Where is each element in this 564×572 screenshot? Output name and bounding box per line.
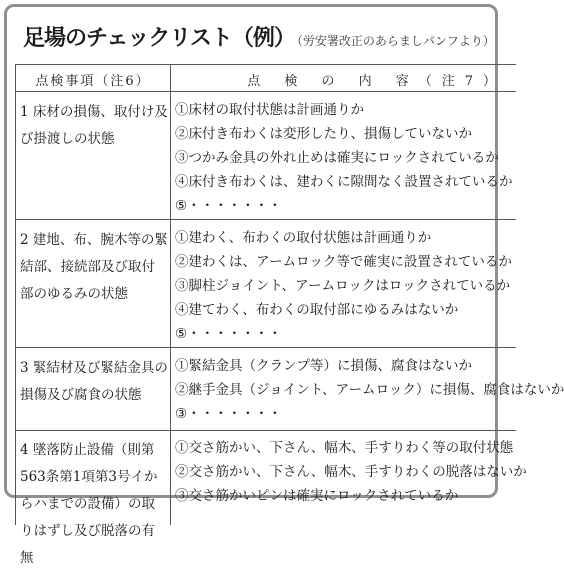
header-inspection-content: 点 検 の 内 容（注7） — [247, 74, 506, 89]
header-divider — [16, 91, 516, 92]
check-item-1-2: ②床付き布わくは変形したり、損傷していないか — [175, 126, 472, 142]
page-title: 足場のチェックリスト（例） — [23, 26, 295, 51]
check-item-3-2: ②継手金具（ジョイント、アームロック）に損傷、腐食はないか — [175, 382, 564, 398]
row-divider-3 — [16, 430, 516, 431]
check-item-2-3: ③脚柱ジョイント、アームロックはロックされているか — [175, 278, 511, 294]
check-item-1-1: ①床材の取付状態は計画通りか — [175, 102, 364, 118]
check-item-2-4: ④建てわく、布わくの取付部にゆるみはないか — [175, 302, 459, 318]
title-row — [23, 21, 495, 52]
section-title-3: 3 緊結材及び緊結金具の損傷及び腐食の状態 — [20, 360, 168, 403]
check-item-1-3: ③つかみ金具の外れ止めは確実にロックされているか — [175, 150, 499, 166]
row-divider-1 — [16, 219, 516, 220]
check-item-2-5: ⑤・・・・・・・ — [175, 326, 282, 342]
check-item-4-2: ②交さ筋かい、下さん、幅木、手すりわくの脱落はないか — [175, 464, 527, 480]
document-frame — [4, 4, 564, 566]
check-item-2-1: ①建わく、布わくの取付状態は計画通りか — [175, 230, 432, 246]
check-item-2-2: ②建わくは、アームロック等で確実に設置されているか — [175, 254, 512, 270]
column-divider — [170, 65, 171, 525]
check-item-4-1: ①交さ筋かい、下さん、幅木、手すりわく等の取付状態 — [175, 440, 514, 456]
check-item-3-1: ①緊結金具（クランプ等）に損傷、腐食はないか — [175, 358, 472, 374]
check-item-1-5: ⑤・・・・・・・ — [175, 198, 282, 214]
section-title-4: 4 墜落防止設備（則第563条第1項第3号イからハまでの設備）の取りはずし及び脱落の有無 — [20, 442, 158, 566]
check-item-3-3: ③・・・・・・・ — [175, 406, 282, 422]
check-item-1-4: ④床付き布わくは、建わくに隙間なく設置されているか — [175, 174, 513, 190]
section-title-2: 2 建地、布、腕木等の緊結部、接続部及び取付部のゆるみの状態 — [20, 232, 168, 302]
row-divider-2 — [16, 347, 516, 348]
check-item-4-3: ③交さ筋かいピンは確実にロックされているか — [175, 488, 459, 504]
header-inspection-item: 点検事項（注6） — [35, 74, 151, 89]
checklist-table — [15, 64, 564, 566]
section-title-1: 1 床材の損傷、取付け及び掛渡しの状態 — [20, 104, 168, 147]
source-note: （労安署改正のあらましパンフより） — [296, 34, 495, 48]
